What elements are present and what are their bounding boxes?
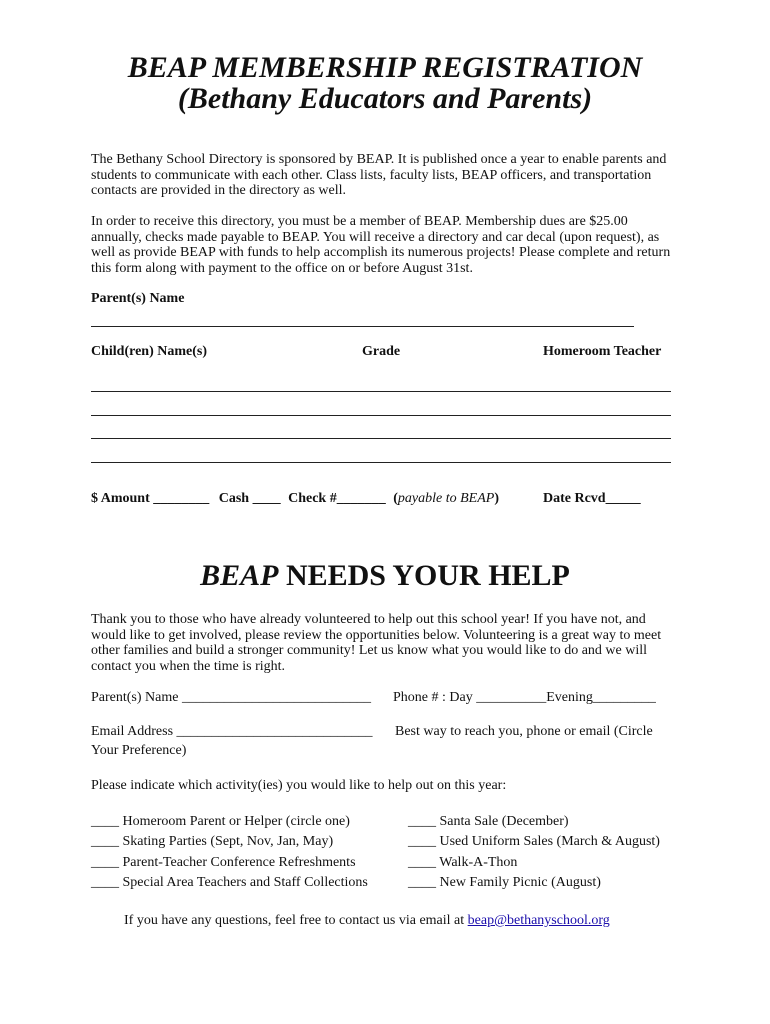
activity-option-santa-sale[interactable]: ____ Santa Sale (December) <box>408 814 569 829</box>
payable-open-paren: ( <box>393 491 398 506</box>
child-entry-line[interactable] <box>91 462 671 463</box>
payable-close-paren: ) <box>494 491 499 506</box>
child-entry-line[interactable] <box>91 391 671 392</box>
payable-note: payable to BEAP <box>397 491 495 506</box>
help-phone-field[interactable]: Phone # : Day __________Evening_________ <box>393 690 656 705</box>
child-entry-line[interactable] <box>91 438 671 439</box>
help-email-field[interactable]: Email Address ____________________________ <box>91 724 373 739</box>
activity-option-homeroom[interactable]: ____ Homeroom Parent or Helper (circle one) <box>91 814 350 829</box>
activity-option-family-picnic[interactable]: ____ New Family Picnic (August) <box>408 875 601 890</box>
grade-label: Grade <box>362 344 401 359</box>
intro-paragraph-2: In order to receive this directory, you must be a member of BEAP. Membership dues are $25.00 annually, checks made payable to BEAP. You will receive a directory and car decal (upon request), as well as provide BEAP with funds to help accomplish its numerous projects! Please complete and return this form along with payment to the office on or before August 31st. <box>91 214 671 276</box>
children-names-label: Child(ren) Name(s) <box>91 344 208 359</box>
payment-row <box>91 491 499 507</box>
help-intro-paragraph: Thank you to those who have already volunteered to help out this school year! If you have not, and would like to get involved, please review the opportunities below. Volunteering is a great way to meet other families and build a stronger community! Let us know what you would like to do and we will contact you when the time is right. <box>91 612 662 674</box>
contact-text: If you have any questions, feel free to contact us via email at <box>124 913 468 928</box>
contact-email-link[interactable]: beap@bethanyschool.org <box>467 913 610 928</box>
activity-option-staff-collections[interactable]: ____ Special Area Teachers and Staff Collections <box>91 875 368 890</box>
activities-prompt: Please indicate which activity(ies) you would like to help out on this year: <box>91 778 507 793</box>
help-section-title <box>0 560 770 592</box>
help-title-beap: BEAP <box>200 559 279 592</box>
page-subtitle: (Bethany Educators and Parents) <box>177 82 593 115</box>
check-field[interactable]: Check #_______ <box>288 491 386 506</box>
child-entry-line[interactable] <box>91 415 671 416</box>
page-title: BEAP MEMBERSHIP REGISTRATION <box>127 51 643 84</box>
preference-label: Your Preference) <box>91 743 187 758</box>
activity-option-conference[interactable]: ____ Parent-Teacher Conference Refreshments <box>91 855 356 870</box>
amount-field[interactable]: $ Amount ________ <box>91 491 210 506</box>
contact-line <box>124 913 610 929</box>
activity-option-walk-a-thon[interactable]: ____ Walk-A-Thon <box>408 855 518 870</box>
date-received-field[interactable]: Date Rcvd_____ <box>543 491 641 506</box>
activity-option-skating[interactable]: ____ Skating Parties (Sept, Nov, Jan, May) <box>91 834 334 849</box>
intro-paragraph-1: The Bethany School Directory is sponsored by BEAP. It is published once a year to enable parents and students to communicate with each other. Class lists, faculty lists, BEAP officers, and transportation contacts are provided in the directory as well. <box>91 152 667 198</box>
help-parent-name-field[interactable]: Parent(s) Name ___________________________ <box>91 690 371 705</box>
parents-name-line[interactable] <box>91 326 634 327</box>
best-way-label: Best way to reach you, phone or email (Circle <box>395 724 653 739</box>
activity-option-uniform-sales[interactable]: ____ Used Uniform Sales (March & August) <box>408 834 660 849</box>
cash-field[interactable]: Cash ____ <box>218 491 281 506</box>
help-title-rest: NEEDS YOUR HELP <box>278 559 570 592</box>
parents-name-label: Parent(s) Name <box>91 291 185 306</box>
homeroom-teacher-label: Homeroom Teacher <box>543 344 662 359</box>
